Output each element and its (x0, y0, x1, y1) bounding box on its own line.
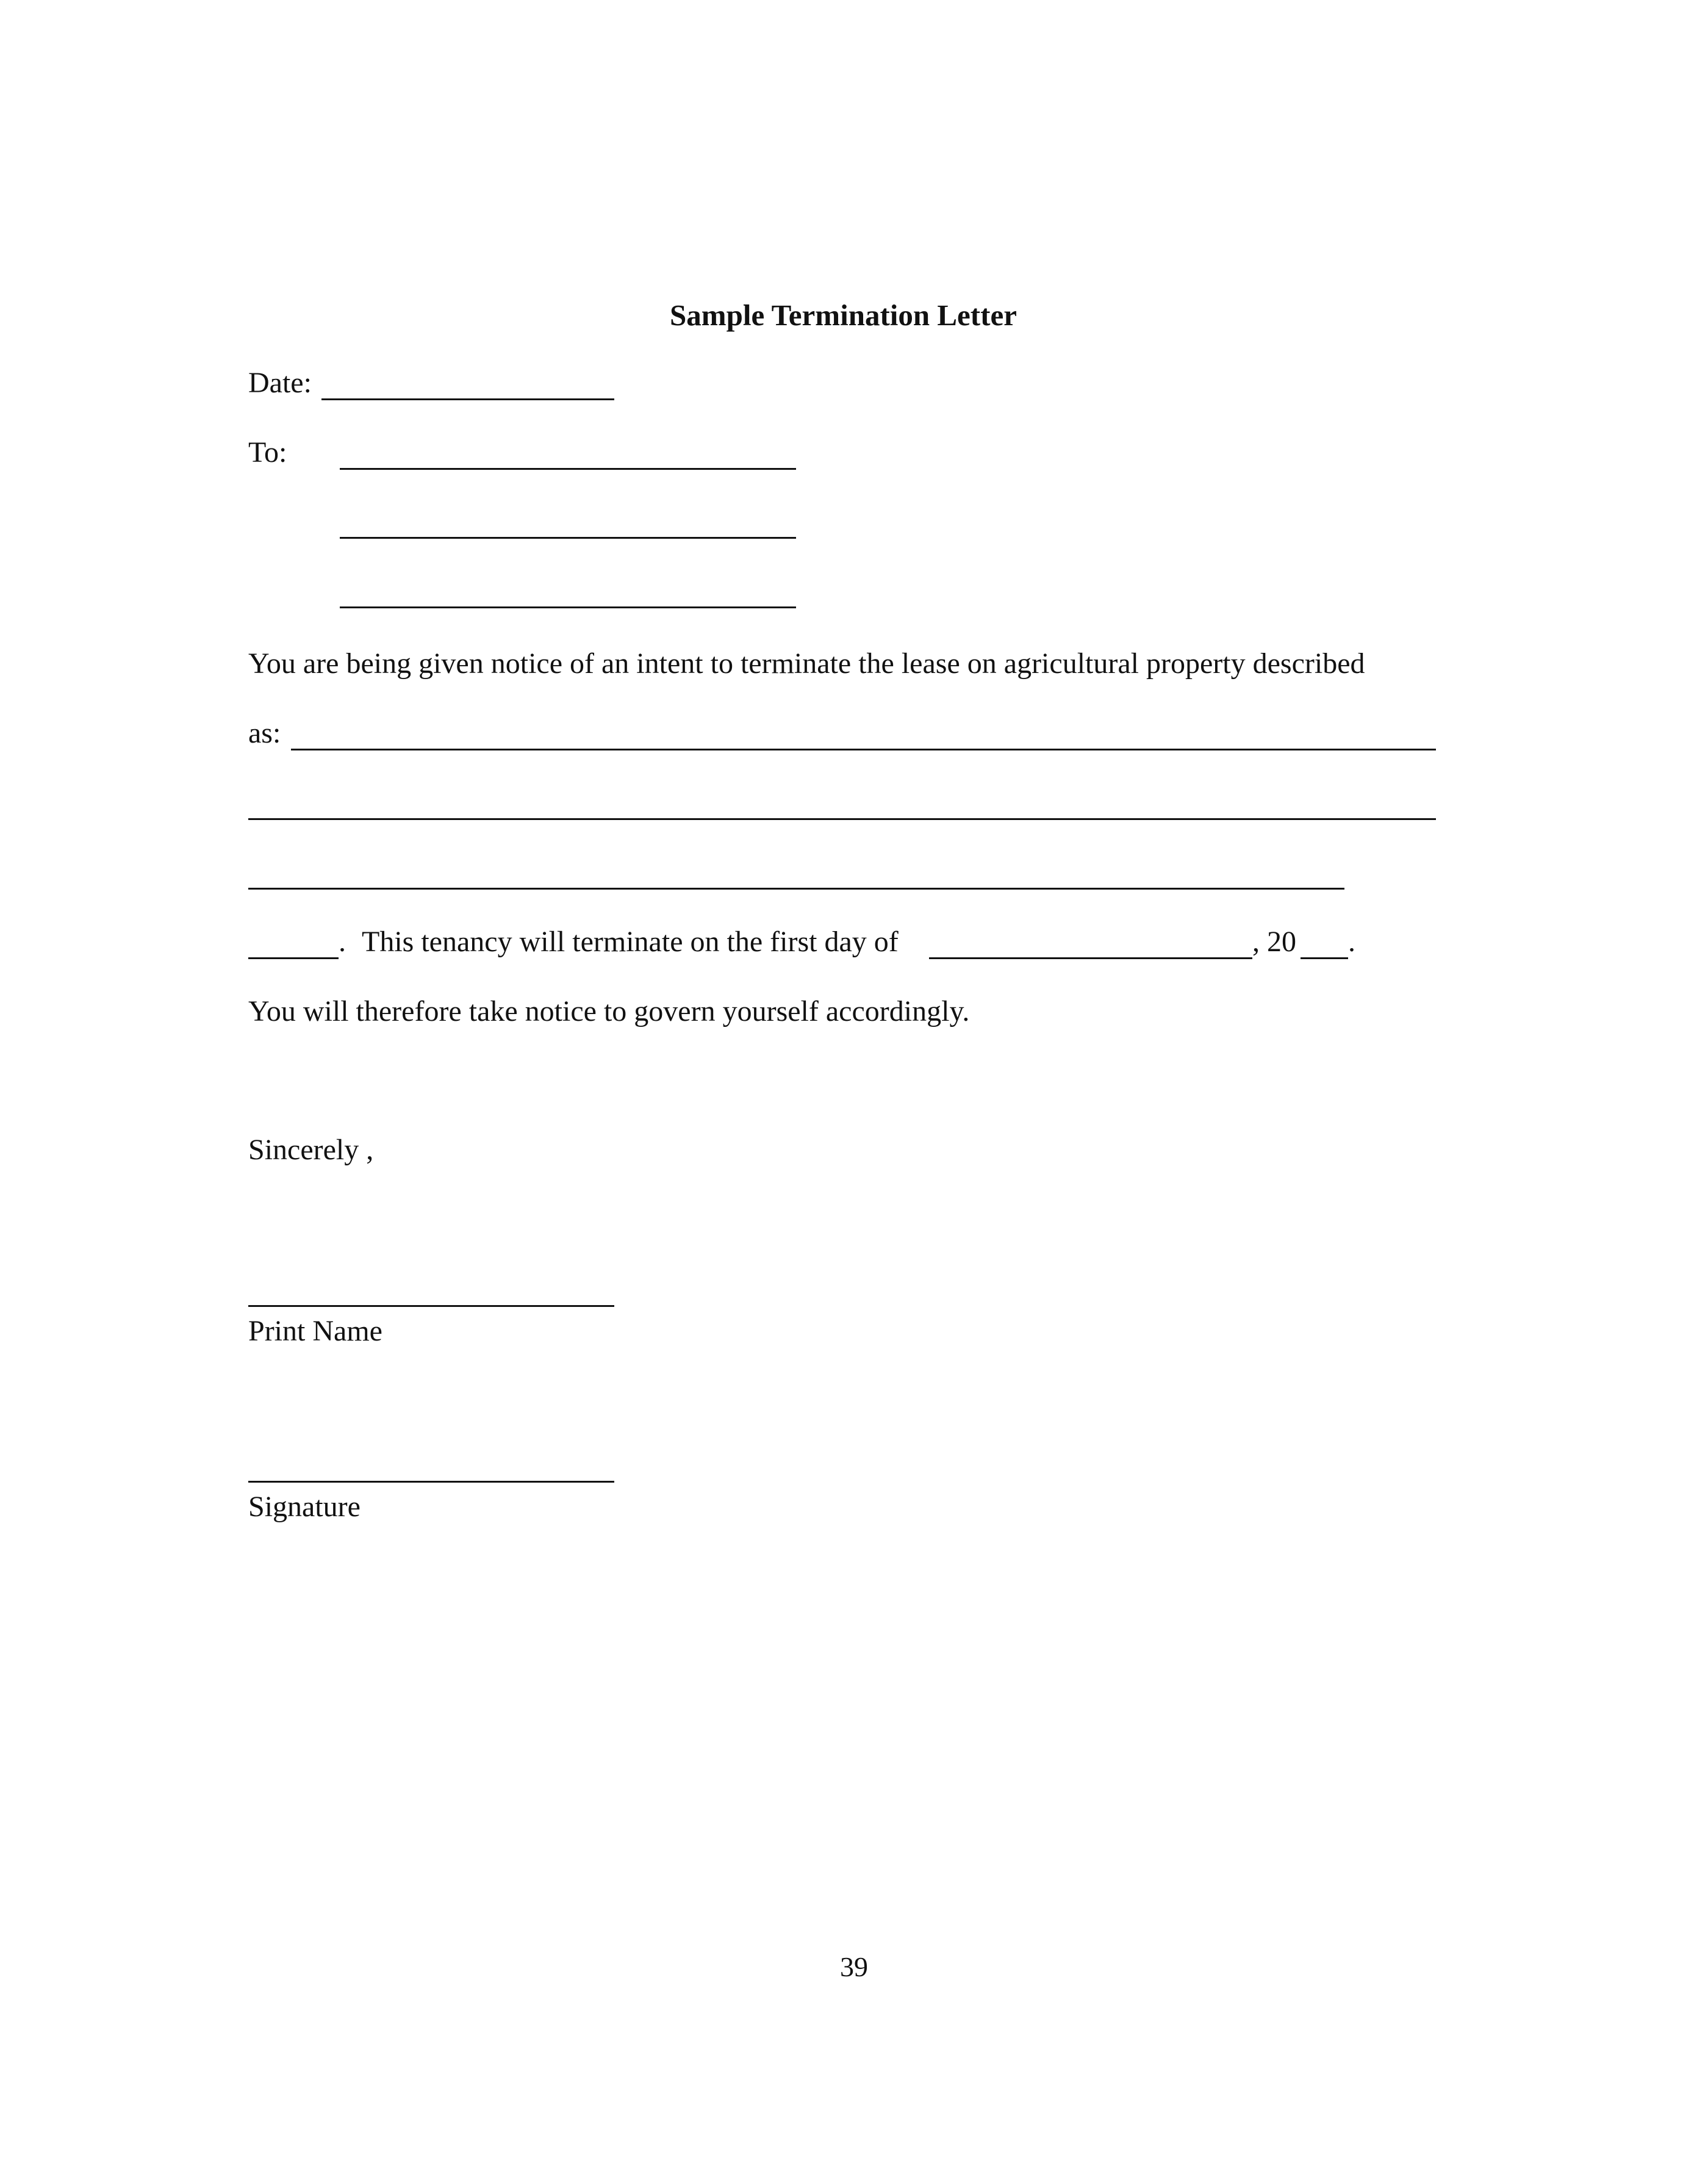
as-label: as: (248, 717, 281, 749)
property-description-line-2[interactable] (248, 818, 1436, 820)
recipient-line-3[interactable] (340, 606, 796, 608)
govern-text: You will therefore take notice to govern yourself accordingly. (248, 995, 970, 1027)
document-title: Sample Termination Letter (670, 298, 1017, 332)
closing-text: Sincerely , (248, 1134, 374, 1166)
print-name-label: Print Name (248, 1315, 382, 1347)
signature-label: Signature (248, 1491, 361, 1523)
date-label: Date: (248, 367, 312, 399)
property-description-line-3[interactable] (248, 888, 1344, 890)
termination-year-blank[interactable] (1301, 957, 1348, 959)
year-prefix: , 20 (1252, 926, 1296, 958)
page-number: 39 (840, 1951, 868, 1982)
property-description-line-4[interactable] (248, 957, 339, 959)
recipient-line-1[interactable] (340, 468, 796, 470)
period-after-blank: . (339, 926, 346, 958)
termination-text: This tenancy will terminate on the first day of (362, 926, 899, 958)
termination-date-blank[interactable] (929, 957, 1252, 959)
period-end: . (1348, 926, 1355, 958)
date-blank[interactable] (321, 398, 614, 400)
property-description-line-1[interactable] (291, 749, 1436, 750)
recipient-line-2[interactable] (340, 537, 796, 539)
signature-line[interactable] (248, 1481, 614, 1483)
print-name-line[interactable] (248, 1305, 614, 1307)
to-label: To: (248, 436, 287, 469)
notice-text: You are being given notice of an intent to terminate the lease on agricultural property described (248, 647, 1365, 680)
